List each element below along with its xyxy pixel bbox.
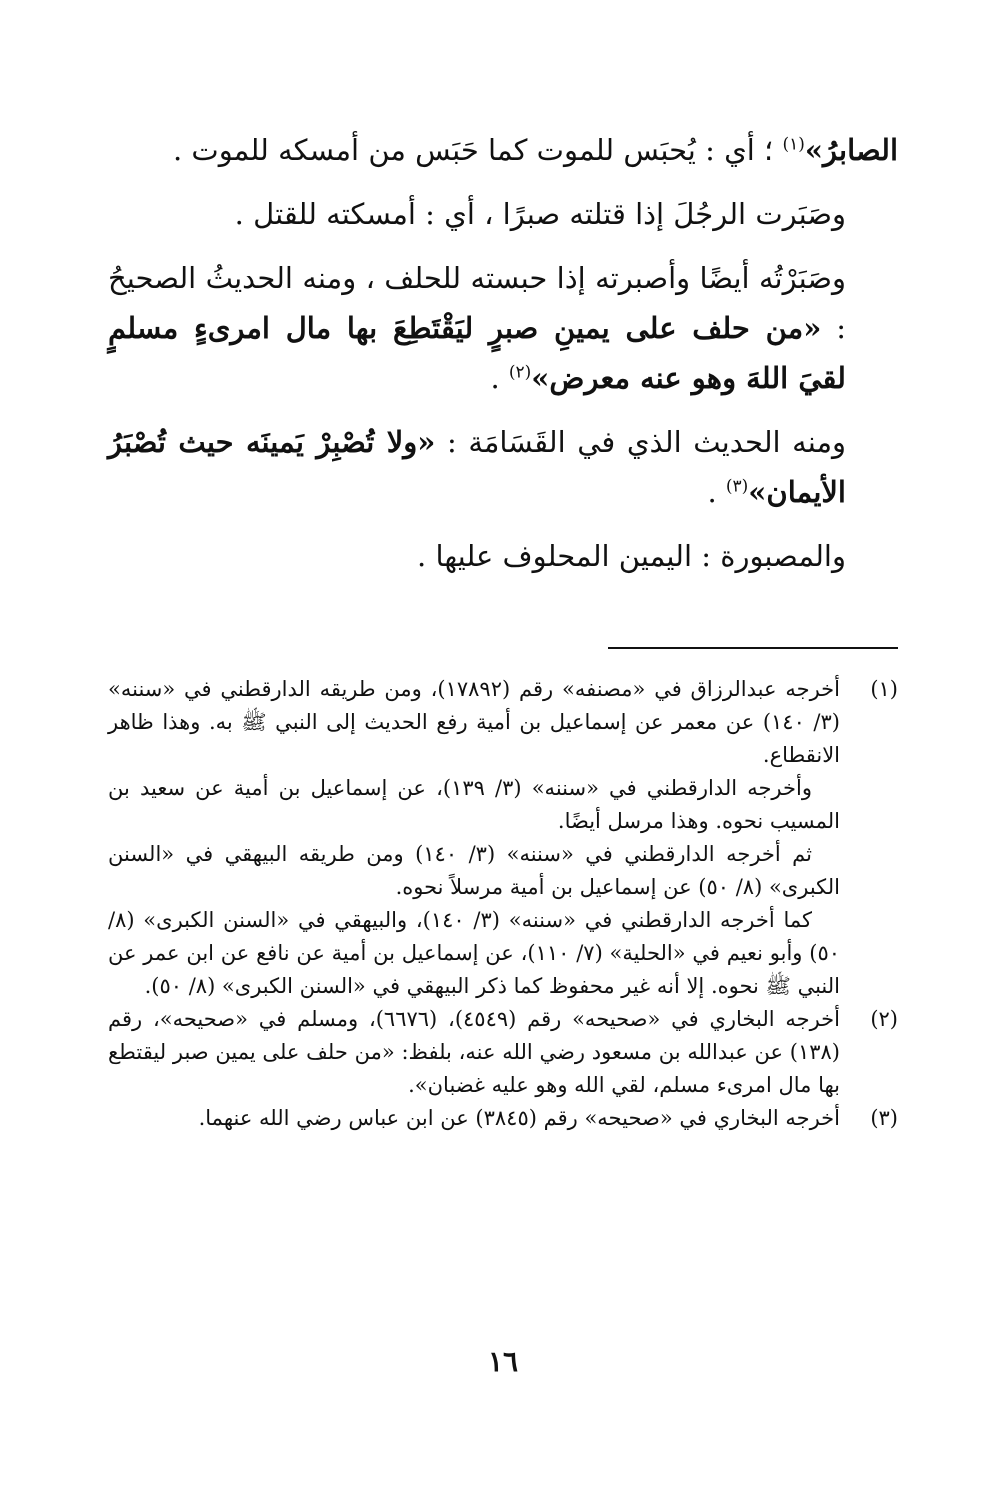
paragraph-3 xyxy=(108,253,898,403)
paragraph-3-text: وصَبَرْتُه أيضًا وأصبرته إذا حبسته للحلف ، ومنه الحديثُ الصحيحُ : xyxy=(108,261,846,345)
footnote-paragraph: ثم أخرجه الدارقطني في «سننه» (٣/ ١٤٠) ومن طريقه البيهقي في «السنن الكبرى» (٨/ ٥٠) عن إسماعيل بن أمية مرسلاً نحوه. xyxy=(108,842,840,899)
footnote-paragraph: أخرجه البخاري في «صحيحه» رقم (٤٥٤٩)، (٦٦٧٦)، ومسلم في «صحيحه»، رقم (١٣٨) عن عبدالله بن مسعود رضي الله عنه، بلفظ: «من حلف على يمين صبر ليقتطع بها مال امرىء مسلم، لقي الله وهو عليه غضبان». xyxy=(108,1007,840,1097)
footnote-ref-3: (٣) xyxy=(725,476,749,497)
hadith-quote-1: «من حلف على يمينِ صبرٍ ليَقْتَطِعَ بها مال امرىءٍ مسلمٍ لقيَ اللهَ وهو عنه معرض» xyxy=(108,311,846,395)
paragraph-1-text: ؛ أي : يُحبَس للموت كما حَبَس من أمسكه للموت . xyxy=(172,133,783,167)
footnote-separator xyxy=(608,647,898,649)
main-text xyxy=(108,125,898,581)
footnote-paragraph: أخرجه البخاري في «صحيحه» رقم (٣٨٤٥) عن ابن عباس رضي الله عنهما. xyxy=(198,1106,840,1130)
paragraph-2: وصَبَرت الرجُلَ إذا قتلته صبرًا ، أي : أمسكته للقتل . xyxy=(234,197,846,231)
hadith-quote-2: «ولا تُصْبِرْ يَمينَه حيث تُصْبَرُ الأيمان» xyxy=(108,425,846,509)
footnote-ref-1: (١) xyxy=(782,134,805,155)
paragraph-5: والمصبورة : اليمين المحلوف عليها . xyxy=(417,539,846,573)
footnote-paragraph: كما أخرجه الدارقطني في «سننه» (٣/ ١٤٠)، والبيهقي في «السنن الكبرى» (٨/ ٥٠) وأبو نعيم في «الحلية» (٧/ ١١٠)، عن إسماعيل بن أمية عن نافع عن ابن عمر عن النبي ﷺ نحوه. إلا أنه غير محفوظ كما ذكر البيهقي في «السنن الكبرى» (٨/ ٥٠). xyxy=(108,908,840,998)
page-number: ١٦ xyxy=(487,1345,519,1378)
paragraph-1 xyxy=(108,125,898,175)
footnote-ref-2: (٢) xyxy=(508,362,532,383)
paragraph-4-text: ومنه الحديث الذي في القَسَامَة : xyxy=(435,425,846,459)
footnote-number: (٢) xyxy=(870,1007,898,1031)
footnote-3 xyxy=(108,1102,898,1135)
paragraph-4-end: . xyxy=(707,475,726,509)
paragraph-4 xyxy=(108,417,898,517)
footnote-number: (٣) xyxy=(870,1106,898,1130)
footnotes xyxy=(108,673,898,1135)
footnote-paragraph: أخرجه عبدالرزاق في «مصنفه» رقم (١٧٨٩٢)، ومن طريقه الدارقطني في «سننه» (٣/ ١٤٠) عن معمر عن إسماعيل بن أمية رفع الحديث إلى النبي ﷺ به. وهذا ظاهر الانقطاع. xyxy=(108,677,840,767)
footnote-number: (١) xyxy=(870,677,898,701)
bold-term: الصابرُ» xyxy=(804,133,898,167)
footnote-paragraph: وأخرجه الدارقطني في «سننه» (٣/ ١٣٩)، عن إسماعيل بن أمية عن سعيد بن المسيب نحوه. وهذا مرسل أيضًا. xyxy=(108,776,840,833)
footnote-2 xyxy=(108,1003,898,1102)
book-page xyxy=(108,125,898,1425)
paragraph-3-end: . xyxy=(490,361,509,395)
footnote-1 xyxy=(108,673,898,1003)
